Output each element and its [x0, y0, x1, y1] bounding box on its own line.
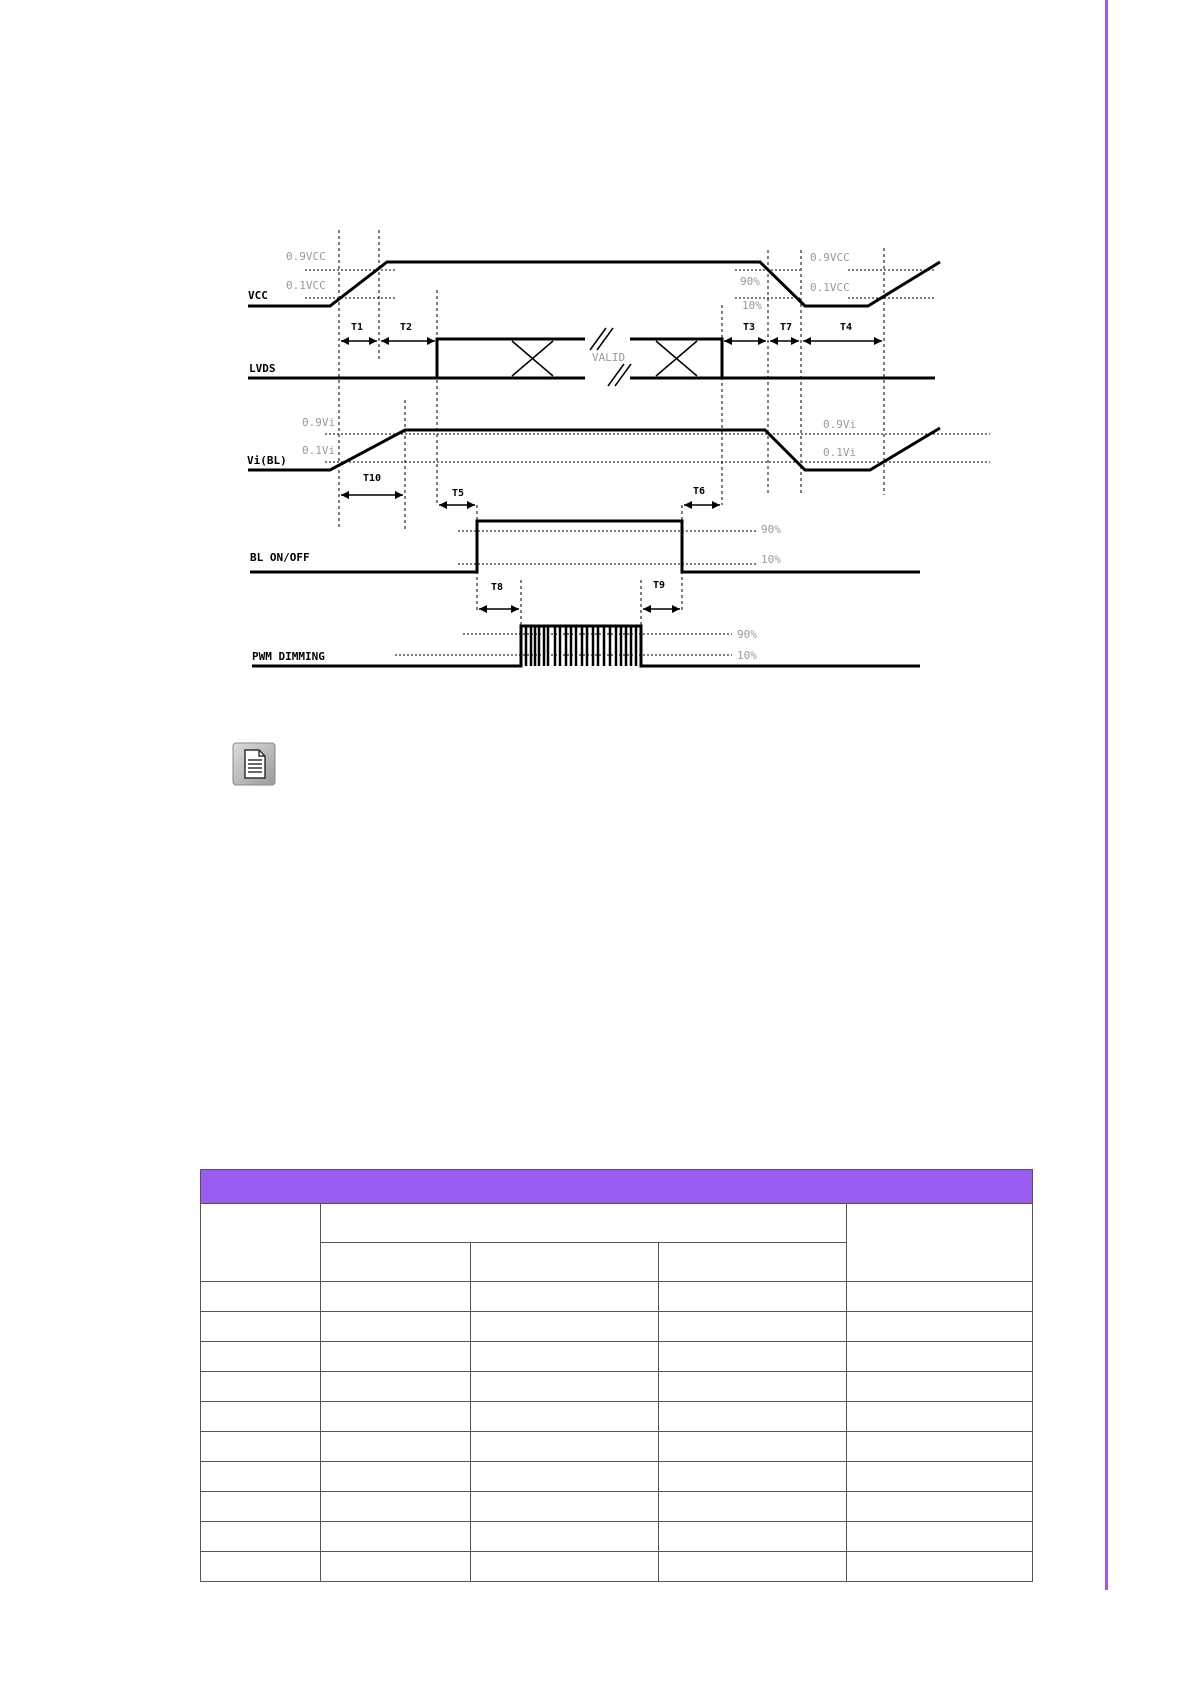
threshold-bl-90: 90%: [761, 523, 781, 536]
signal-label-vi: Vi(BL): [247, 454, 287, 467]
table-cell: [201, 1432, 321, 1462]
table-cell: [659, 1492, 847, 1522]
table-cell: [659, 1402, 847, 1432]
table-cell: [321, 1522, 471, 1552]
table-cell: [321, 1462, 471, 1492]
threshold-bl-10: 10%: [761, 553, 781, 566]
table-cell: [847, 1312, 1033, 1342]
table-cell: [201, 1342, 321, 1372]
timing-label-t9: T9: [653, 580, 666, 591]
table-row: [201, 1552, 1033, 1582]
signal-label-lvds: LVDS: [249, 362, 276, 375]
table-cell: [659, 1432, 847, 1462]
threshold-vi-high-right: 0.9Vi: [823, 418, 857, 431]
timing-label-t8: T8: [491, 582, 504, 593]
timing-parameters-table: [200, 1169, 1033, 1582]
table-cell: [471, 1402, 659, 1432]
signal-label-pwm: PWM DIMMING: [252, 650, 325, 663]
table-cell: [471, 1372, 659, 1402]
table-cell: [321, 1342, 471, 1372]
table-cell: [471, 1282, 659, 1312]
timing-label-t5: T5: [452, 488, 465, 499]
table-row: [201, 1342, 1033, 1372]
table-row: [201, 1492, 1033, 1522]
signal-label-vcc: VCC: [248, 289, 268, 302]
table-cell: [659, 1522, 847, 1552]
table-cell: [847, 1462, 1033, 1492]
table-cell: [471, 1312, 659, 1342]
document-note-icon: [232, 742, 276, 786]
table-row: [201, 1432, 1033, 1462]
threshold-vi-low-right: 0.1Vi: [823, 446, 857, 459]
table-row: [201, 1522, 1033, 1552]
timing-label-t6: T6: [693, 486, 706, 497]
threshold-vcc-high-right: 0.9VCC: [810, 251, 850, 264]
table-cell: [201, 1402, 321, 1432]
table-cell: [847, 1492, 1033, 1522]
power-sequence-timing-diagram: [0, 0, 1191, 720]
table-row: [201, 1402, 1033, 1432]
table-header-cell: [201, 1204, 321, 1282]
table-cell: [471, 1462, 659, 1492]
table-cell: [321, 1432, 471, 1462]
table-cell: [201, 1312, 321, 1342]
table-cell: [201, 1552, 321, 1582]
table-cell: [321, 1492, 471, 1522]
table-row: [201, 1462, 1033, 1492]
table-cell: [847, 1282, 1033, 1312]
table-cell: [201, 1522, 321, 1552]
table-header-row: [201, 1204, 1033, 1243]
table-cell: [847, 1552, 1033, 1582]
table-header-cell: [321, 1243, 471, 1282]
threshold-vcc-high-left: 0.9VCC: [286, 250, 326, 263]
threshold-pwm-90: 90%: [737, 628, 757, 641]
table-cell: [201, 1492, 321, 1522]
timing-label-t4: T4: [840, 322, 853, 333]
table-title-bar: [201, 1170, 1033, 1204]
table-cell: [847, 1342, 1033, 1372]
threshold-vi-low-left: 0.1Vi: [302, 444, 336, 457]
table-cell: [321, 1312, 471, 1342]
table-cell: [471, 1342, 659, 1372]
table-cell: [847, 1372, 1033, 1402]
table-cell: [471, 1522, 659, 1552]
timing-label-t3: T3: [743, 322, 756, 333]
table-header-cell: [847, 1204, 1033, 1282]
table-cell: [471, 1492, 659, 1522]
threshold-pwm-10: 10%: [737, 649, 757, 662]
table-cell: [659, 1552, 847, 1582]
table-row: [201, 1312, 1033, 1342]
table-header-cell: [659, 1243, 847, 1282]
table-cell: [659, 1282, 847, 1312]
table-cell: [321, 1282, 471, 1312]
table-cell: [659, 1312, 847, 1342]
timing-label-t10: T10: [363, 473, 382, 484]
threshold-vcc-low-right: 0.1VCC: [810, 281, 850, 294]
table-cell: [847, 1402, 1033, 1432]
table-cell: [659, 1342, 847, 1372]
table-header-cell: [471, 1243, 659, 1282]
timing-label-t1: T1: [351, 322, 364, 333]
threshold-valid: VALID: [592, 351, 626, 364]
table-body: [201, 1282, 1033, 1582]
table-row: [201, 1282, 1033, 1312]
threshold-vcc-10: 10%: [742, 299, 762, 312]
threshold-vcc-90: 90%: [740, 275, 760, 288]
table-cell: [201, 1372, 321, 1402]
table-cell: [659, 1462, 847, 1492]
table-cell: [847, 1522, 1033, 1552]
table-cell: [201, 1462, 321, 1492]
table-cell: [659, 1372, 847, 1402]
threshold-vi-high-left: 0.9Vi: [302, 416, 336, 429]
table-cell: [321, 1402, 471, 1432]
table-cell: [471, 1432, 659, 1462]
threshold-vcc-low-left: 0.1VCC: [286, 279, 326, 292]
table-cell: [201, 1282, 321, 1312]
timing-label-t2: T2: [400, 322, 413, 333]
table-cell: [321, 1552, 471, 1582]
timing-label-t7: T7: [780, 322, 793, 333]
table-cell: [847, 1432, 1033, 1462]
table-cell: [471, 1552, 659, 1582]
table-row: [201, 1372, 1033, 1402]
signal-label-bl: BL ON/OFF: [250, 551, 310, 564]
table-title-cell: [201, 1170, 1033, 1204]
table-header-cell: [321, 1204, 847, 1243]
table-cell: [321, 1372, 471, 1402]
